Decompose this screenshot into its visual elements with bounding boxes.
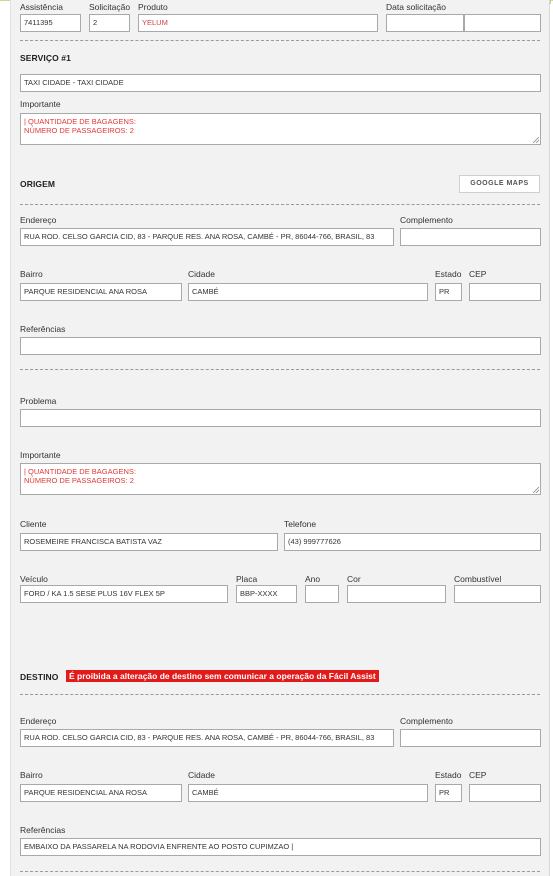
destino-cidade-label: Cidade — [188, 770, 215, 780]
problema-importante-label: Importante — [20, 450, 61, 460]
servico-field[interactable]: TAXI CIDADE - TAXI CIDADE — [20, 74, 541, 92]
origem-referencias-field[interactable] — [20, 337, 541, 355]
origem-complemento-field[interactable] — [400, 228, 541, 246]
divider — [20, 871, 540, 872]
destino-bairro-field[interactable]: PARQUE RESIDENCIAL ANA ROSA — [20, 784, 182, 802]
servico-title: SERVIÇO #1 — [20, 53, 71, 63]
servico-importante-text: | QUANTIDADE DE BAGAGENS: NÚMERO DE PASSAGEIROS: 2 — [24, 117, 136, 135]
data-solicitacao-label: Data solicitação — [386, 2, 447, 12]
origem-cidade-label: Cidade — [188, 269, 215, 279]
origem-cep-field[interactable] — [469, 283, 541, 301]
problema-importante-textarea[interactable] — [20, 463, 541, 495]
data-solicitacao-field[interactable] — [386, 14, 464, 32]
divider — [20, 369, 540, 370]
destino-complemento-label: Complemento — [400, 716, 453, 726]
destino-cep-field[interactable] — [469, 784, 541, 802]
origem-title: ORIGEM — [20, 179, 56, 189]
divider — [20, 204, 540, 205]
origem-endereco-label: Endereço — [20, 215, 57, 225]
destino-estado-label: Estado — [435, 770, 462, 780]
produto-field[interactable]: YELUM — [138, 14, 378, 32]
placa-label: Placa — [236, 574, 258, 584]
ano-field[interactable] — [305, 585, 339, 603]
destino-cep-label: CEP — [469, 770, 487, 780]
veiculo-field[interactable]: FORD / KA 1.5 SESE PLUS 16V FLEX 5P — [20, 585, 228, 603]
hora-solicitacao-field[interactable] — [464, 14, 541, 32]
placa-field[interactable]: BBP-XXXX — [236, 585, 297, 603]
problema-field[interactable] — [20, 409, 541, 427]
destino-referencias-field[interactable]: EMBAIXO DA PASSARELA NA RODOVIA ENFRENTE AO POSTO CUPIMZAO | — [20, 838, 541, 856]
divider — [20, 694, 540, 695]
servico-importante-textarea[interactable] — [20, 113, 541, 145]
google-maps-button[interactable]: GOOGLE MAPS — [459, 175, 540, 193]
ano-label: Ano — [305, 574, 321, 584]
solicitacao-field[interactable]: 2 — [89, 14, 130, 32]
veiculo-label: Veículo — [20, 574, 48, 584]
solicitacao-label: Solicitação — [89, 2, 131, 12]
assistencia-field[interactable]: 7411395 — [20, 14, 81, 32]
telefone-label: Telefone — [284, 519, 317, 529]
origem-referencias-label: Referências — [20, 324, 66, 334]
origem-complemento-label: Complemento — [400, 215, 453, 225]
assistencia-label: Assistência — [20, 2, 63, 12]
origem-cep-label: CEP — [469, 269, 487, 279]
problema-label: Problema — [20, 396, 57, 406]
origem-bairro-field[interactable]: PARQUE RESIDENCIAL ANA ROSA — [20, 283, 182, 301]
resize-grip-icon[interactable] — [533, 137, 539, 143]
origem-cidade-field[interactable]: CAMBÉ — [188, 283, 428, 301]
destino-complemento-field[interactable] — [400, 729, 541, 747]
produto-label: Produto — [138, 2, 168, 12]
cor-label: Cor — [347, 574, 361, 584]
destino-endereco-field[interactable]: RUA ROD. CELSO GARCIA CID, 83 - PARQUE RES. ANA ROSA, CAMBÉ - PR, 86044-766, BRASIL, 83 — [20, 729, 394, 747]
destino-cidade-field[interactable]: CAMBÉ — [188, 784, 428, 802]
cliente-label: Cliente — [20, 519, 47, 529]
divider — [20, 40, 540, 41]
destino-endereco-label: Endereço — [20, 716, 57, 726]
origem-estado-field[interactable]: PR — [435, 283, 462, 301]
destino-bairro-label: Bairro — [20, 770, 43, 780]
combustivel-label: Combustível — [454, 574, 502, 584]
destino-referencias-label: Referências — [20, 825, 66, 835]
cliente-field[interactable]: ROSEMEIRE FRANCISCA BATISTA VAZ — [20, 533, 278, 551]
origem-endereco-field[interactable]: RUA ROD. CELSO GARCIA CID, 83 - PARQUE RES. ANA ROSA, CAMBÉ - PR, 86044-766, BRASIL, 83 — [20, 228, 394, 246]
origem-bairro-label: Bairro — [20, 269, 43, 279]
combustivel-field[interactable] — [454, 585, 541, 603]
servico-importante-label: Importante — [20, 99, 61, 109]
destino-warning-badge: É proibida a alteração de destino sem comunicar a operação da Fácil Assist — [66, 670, 379, 682]
origem-estado-label: Estado — [435, 269, 462, 279]
cor-field[interactable] — [347, 585, 446, 603]
destino-estado-field[interactable]: PR — [435, 784, 462, 802]
destino-title: DESTINO — [20, 672, 59, 682]
telefone-field[interactable]: (43) 999777626 — [284, 533, 541, 551]
problema-importante-text: | QUANTIDADE DE BAGAGENS: NÚMERO DE PASSAGEIROS: 2 — [24, 467, 136, 485]
resize-grip-icon[interactable] — [533, 487, 539, 493]
